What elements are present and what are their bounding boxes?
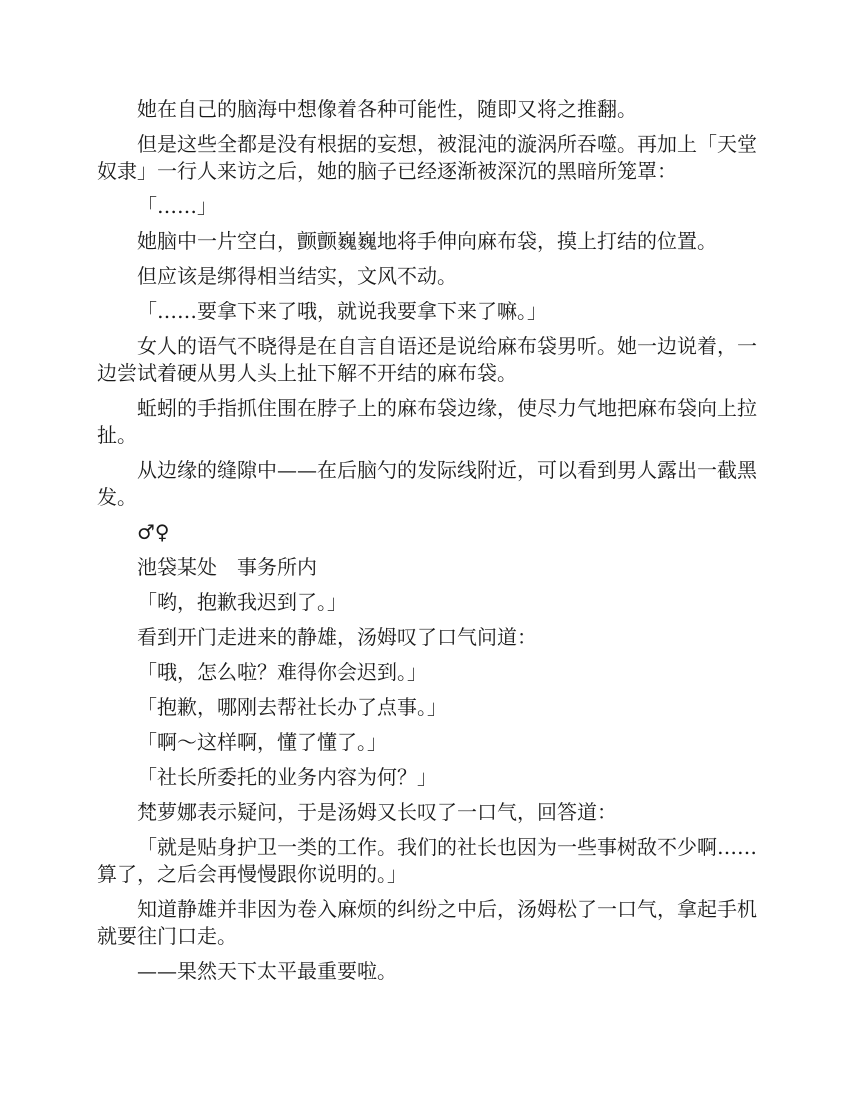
paragraph: 但应该是绑得相当结实，文风不动。 (137, 264, 457, 288)
paragraph: ——果然天下太平最重要啦。 (137, 959, 397, 983)
paragraph: 蚯蚓的手指抓住围在脖子上的麻布袋边缘，使尽力气地把麻布袋向上拉扯。 (97, 396, 757, 447)
paragraph: 「就是贴身护卫一类的工作。我们的社长也因为一些事树敌不少啊……算了，之后会再慢慢跟你说明的。」 (97, 835, 757, 886)
body-text (97, 96, 757, 993)
scene-heading: 池袋某处 事务所内 (137, 555, 317, 579)
paragraph: 「社长所委托的业务内容为何？」 (137, 765, 437, 789)
paragraph: 「……要拿下来了哦，就说我要拿下来了嘛。」 (137, 299, 547, 323)
scene-break: ♂♀ (137, 520, 170, 544)
paragraph: 但是这些全都是没有根据的妄想，被混沌的漩涡所吞噬。再加上「天堂奴隶」一行人来访之后，她的脑子已经逐渐被深沉的黑暗所笼罩： (97, 132, 757, 183)
paragraph: 她在自己的脑海中想像着各种可能性，随即又将之推翻。 (137, 97, 637, 121)
paragraph: 「……」 (137, 194, 217, 218)
paragraph: 看到开门走进来的静雄，汤姆叹了口气问道： (137, 625, 537, 649)
paragraph: 「啊～这样啊，懂了懂了。」 (137, 730, 387, 754)
paragraph: 知道静雄并非因为卷入麻烦的纠纷之中后，汤姆松了一口气，拿起手机就要往门口走。 (97, 897, 757, 948)
paragraph: 「哦，怎么啦？难得你会迟到。」 (137, 660, 427, 684)
paragraph: 从边缘的缝隙中——在后脑勺的发际线附近，可以看到男人露出一截黑发。 (97, 458, 757, 509)
paragraph: 「哟，抱歉我迟到了。」 (137, 590, 347, 614)
paragraph: 梵萝娜表示疑问，于是汤姆又长叹了一口气，回答道： (137, 800, 617, 824)
paragraph: 她脑中一片空白，颤颤巍巍地将手伸向麻布袋，摸上打结的位置。 (137, 229, 717, 253)
paragraph: 「抱歉，哪刚去帮社长办了点事。」 (137, 695, 447, 719)
paragraph: 女人的语气不晓得是在自言自语还是说给麻布袋男听。她一边说着，一边尝试着硬从男人头上扯下解不开结的麻布袋。 (97, 334, 757, 385)
